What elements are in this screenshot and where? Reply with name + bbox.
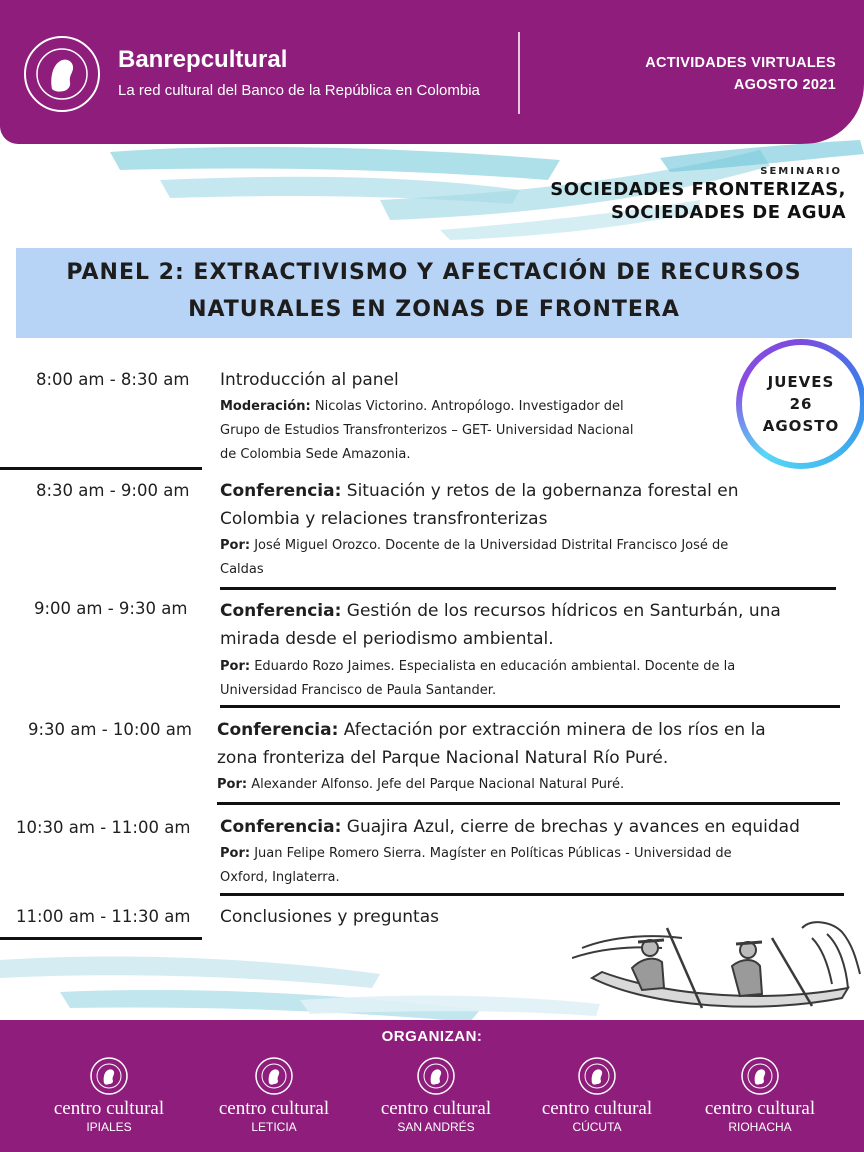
event-period-line2: AGOSTO 2021 <box>733 77 836 93</box>
agenda-detail-3b: Universidad Francisco de Paula Santander. <box>220 683 497 698</box>
agenda-title-2a <box>220 477 738 505</box>
organizers-label: ORGANIZAN: <box>381 1028 483 1045</box>
agenda-title-label-4: Conferencia: <box>217 720 339 740</box>
agenda-title-label-2: Conferencia: <box>220 481 342 501</box>
agenda-title-2b: Colombia y relaciones transfronterizas <box>220 509 548 529</box>
agenda-title-4a <box>217 716 766 744</box>
date-badge <box>736 339 864 469</box>
canoe-illustration-icon <box>572 918 864 1022</box>
agenda-title-1: Introducción al panel <box>220 370 399 390</box>
date-badge-inner <box>742 345 860 463</box>
agenda-detail-5a <box>220 842 732 866</box>
event-period <box>645 52 836 96</box>
agenda-detail-1b: Grupo de Estudios Transfronterizos – GET- Universidad Nacional <box>220 423 634 438</box>
agenda-detail-label-5: Por: <box>220 846 251 861</box>
agenda-detail-3a <box>220 655 735 679</box>
agenda-title-6: Conclusiones y preguntas <box>220 907 439 927</box>
organizer-ipiales <box>34 1056 184 1134</box>
agenda-title-label-5: Conferencia: <box>220 817 342 837</box>
agenda-detail-1a <box>220 395 624 419</box>
agenda-detail-1c: de Colombia Sede Amazonia. <box>220 447 411 462</box>
agenda-detail-label-1: Moderación: <box>220 399 311 414</box>
agenda-time-6: 11:00 am - 11:30 am <box>16 907 191 926</box>
organizer-leticia <box>199 1056 349 1134</box>
seminar-title-line2: SOCIEDADES DE AGUA <box>610 202 846 223</box>
seminar-label: SEMINARIO <box>760 166 842 177</box>
agenda-divider-5 <box>220 893 844 896</box>
organizer-name: centro cultural <box>218 1098 330 1119</box>
agenda-title-label-3: Conferencia: <box>220 601 342 621</box>
agenda-time-3: 9:00 am - 9:30 am <box>34 599 188 618</box>
agenda-detail-label-3: Por: <box>220 659 251 674</box>
panel-title <box>16 254 852 328</box>
organizer-cucuta <box>522 1056 672 1134</box>
agenda-title-text-2a: Situación y retos de la gobernanza forestal en <box>341 481 739 501</box>
seminar-title <box>550 178 846 224</box>
banco-republica-seal-icon <box>416 1056 456 1096</box>
organizer-name: centro cultural <box>380 1098 492 1119</box>
organizer-city: LETICIA <box>251 1120 297 1134</box>
agenda-detail-text-5a: Juan Felipe Romero Sierra. Magíster en Políticas Públicas - Universidad de <box>250 846 732 861</box>
banco-republica-seal-icon <box>22 34 102 114</box>
agenda-detail-4a <box>217 773 624 797</box>
date-day-number: 26 <box>789 395 813 413</box>
date-day-name: JUEVES <box>767 373 835 391</box>
event-period-line1: ACTIVIDADES VIRTUALES <box>645 55 836 71</box>
agenda-detail-text-3a: Eduardo Rozo Jaimes. Especialista en educación ambiental. Docente de la <box>250 659 736 674</box>
agenda-divider-2 <box>220 587 836 590</box>
organizer-city: SAN ANDRÉS <box>397 1120 475 1134</box>
organizer-name: centro cultural <box>541 1098 653 1119</box>
agenda-detail-2a <box>220 534 728 558</box>
agenda-detail-text-4a: Alexander Alfonso. Jefe del Parque Nacional Natural Puré. <box>247 777 625 792</box>
agenda-title-text-3a: Gestión de los recursos hídricos en Santurbán, una <box>341 601 781 621</box>
agenda-detail-label-4: Por: <box>217 777 248 792</box>
agenda-detail-label-2: Por: <box>220 538 251 553</box>
organizer-san-andres <box>361 1056 511 1134</box>
agenda-detail-2b: Caldas <box>220 562 264 577</box>
organizer-name: centro cultural <box>704 1098 816 1119</box>
agenda-divider-4 <box>217 802 840 805</box>
organizer-city: CÚCUTA <box>572 1120 622 1134</box>
brand-tagline: La red cultural del Banco de la República en Colombia <box>118 82 480 99</box>
banco-republica-seal-icon <box>89 1056 129 1096</box>
banco-republica-seal-icon <box>577 1056 617 1096</box>
agenda-title-text-5a: Guajira Azul, cierre de brechas y avances en equidad <box>341 817 800 837</box>
agenda-title-3b: mirada desde el periodismo ambiental. <box>220 629 554 649</box>
organizer-city: IPIALES <box>86 1120 132 1134</box>
agenda-detail-text-1a: Nicolas Victorino. Antropólogo. Investigador del <box>310 399 624 414</box>
panel-title-line2: NATURALES EN ZONAS DE FRONTERA <box>188 297 680 322</box>
seminar-title-line1: SOCIEDADES FRONTERIZAS, <box>550 179 846 200</box>
organizer-name: centro cultural <box>53 1098 165 1119</box>
agenda-divider-1 <box>0 467 202 470</box>
agenda-time-5: 10:30 am - 11:00 am <box>16 818 191 837</box>
header-banner <box>0 0 864 144</box>
agenda-title-text-4a: Afectación por extracción minera de los ríos en la <box>338 720 766 740</box>
agenda-time-1: 8:00 am - 8:30 am <box>36 370 190 389</box>
date-month: AGOSTO <box>762 417 840 435</box>
agenda-title-3a <box>220 597 781 625</box>
agenda-detail-5b: Oxford, Inglaterra. <box>220 870 340 885</box>
banco-republica-seal-icon <box>254 1056 294 1096</box>
agenda-detail-text-2a: José Miguel Orozco. Docente de la Universidad Distrital Francisco José de <box>250 538 729 553</box>
agenda-time-2: 8:30 am - 9:00 am <box>36 481 190 500</box>
organizer-city: RIOHACHA <box>728 1120 792 1134</box>
banco-republica-seal-icon <box>740 1056 780 1096</box>
agenda-title-4b: zona fronteriza del Parque Nacional Natural Río Puré. <box>217 748 669 768</box>
organizer-riohacha <box>685 1056 835 1134</box>
agenda-title-5a <box>220 813 800 841</box>
panel-title-line1: PANEL 2: EXTRACTIVISMO Y AFECTACIÓN DE RECURSOS <box>66 260 802 285</box>
header-divider <box>518 32 520 114</box>
agenda-time-4: 9:30 am - 10:00 am <box>28 720 192 739</box>
agenda-divider-3 <box>220 705 840 708</box>
brand-name: Banrepcultural <box>118 46 288 73</box>
